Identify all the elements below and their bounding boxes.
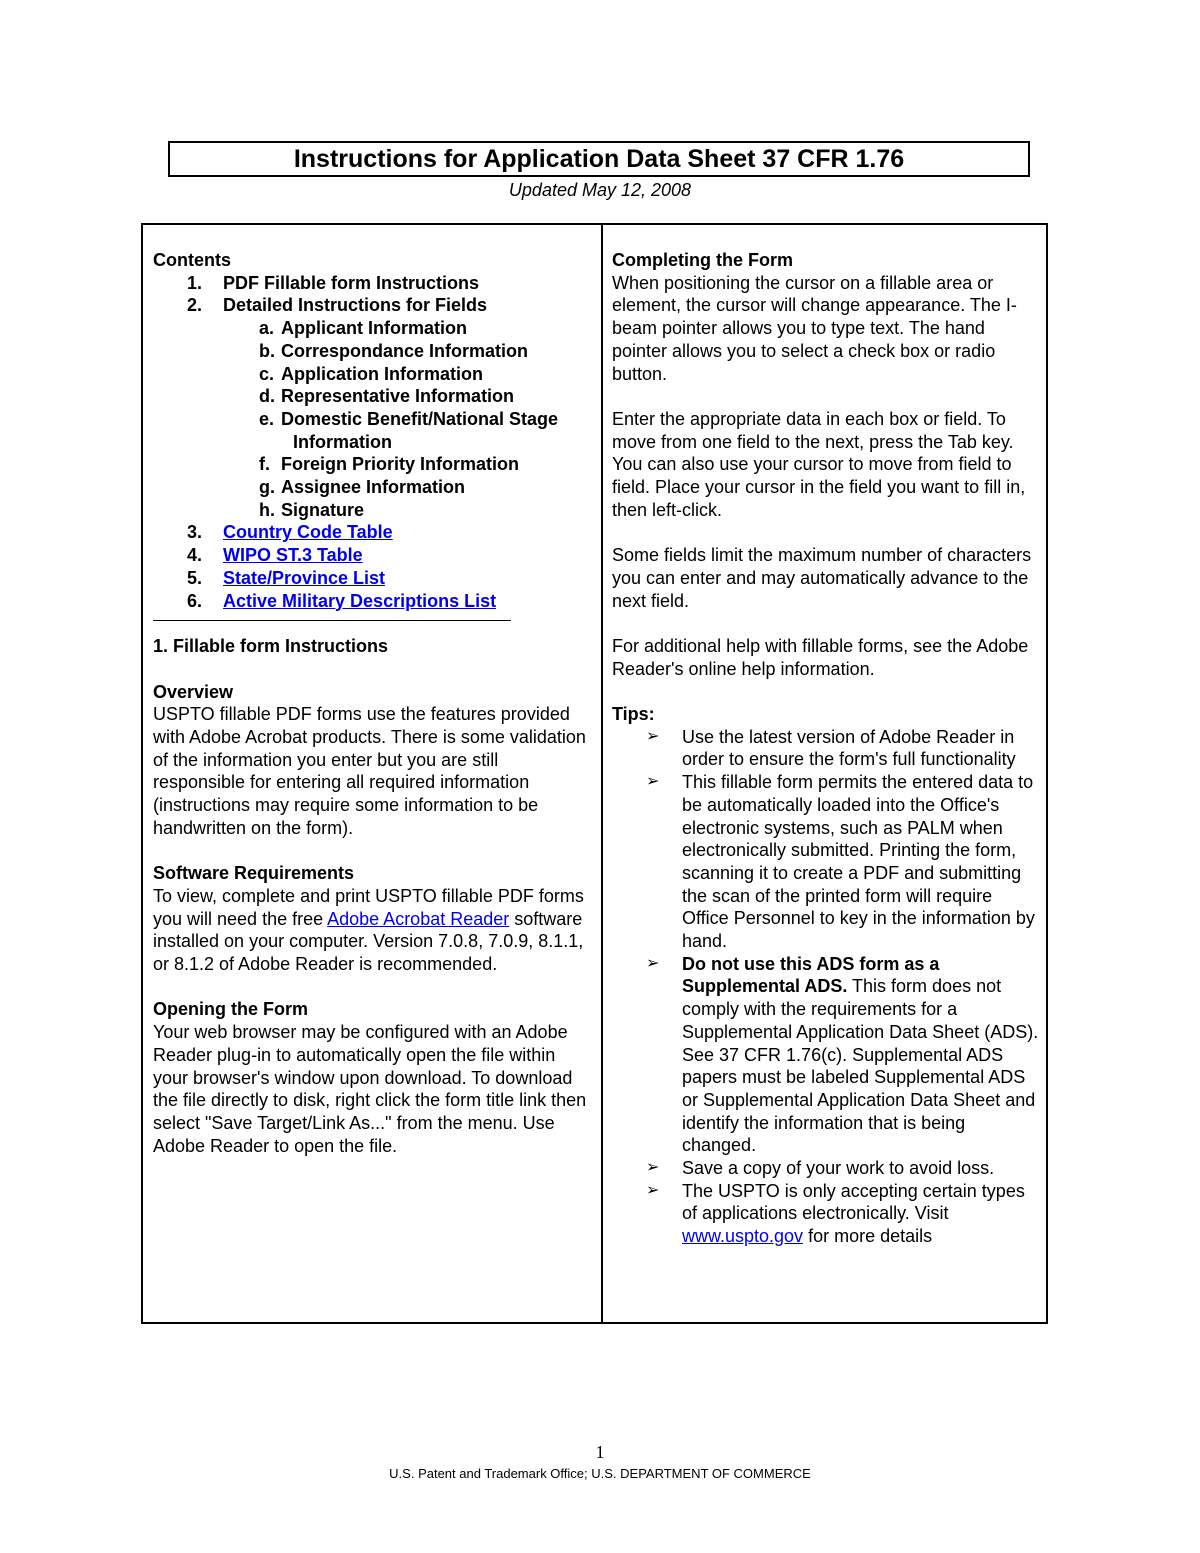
completing-para-3: Some fields limit the maximum number of characters you can enter and may automatically advance to the next field. — [612, 545, 1032, 611]
active-military-descriptions-link[interactable]: Active Military Descriptions List — [223, 590, 497, 611]
wipo-st3-table-link[interactable]: WIPO ST.3 Table — [223, 545, 363, 566]
adobe-acrobat-reader-link[interactable]: Adobe Acrobat Reader — [327, 908, 510, 929]
fillable-section-heading: 1. Fillable form Instructions — [153, 636, 389, 657]
arrow-bullet-icon: ➢ — [646, 773, 660, 791]
toc-link-item: 6. Active Military Descriptions List — [187, 590, 497, 611]
column-divider — [601, 225, 603, 1322]
toc-link-item: 5. State/Province List — [187, 567, 386, 588]
tip-item: ➢ Save a copy of your work to avoid loss. — [646, 1158, 995, 1179]
arrow-bullet-icon: ➢ — [646, 1181, 660, 1199]
updated-date: Updated May 12, 2008 — [508, 180, 692, 200]
contents-heading: Contents — [153, 250, 231, 270]
tip-item: ➢ Do not use this ADS form as a Supplemental ADS. This form does not comply with the requirements for a Supplemental Application Data Sheet (ADS). See 37 CFR 1.76(c). Supplemental ADS papers must be labeled Supplemental ADS or Supplemental Application Data Sheet and identify the information that is being changed. — [646, 953, 1039, 1156]
section-rule — [153, 620, 511, 621]
toc-item: 1. PDF Fillable form Instructions — [187, 272, 480, 293]
tips-heading: Tips: — [612, 704, 655, 724]
tip-item: ➢ Use the latest version of Adobe Reader in order to ensure the form's full functionality — [646, 726, 1016, 770]
toc-subitem: d. Representative Information — [259, 386, 515, 407]
left-column — [153, 249, 593, 1157]
completing-para-1: When positioning the cursor on a fillable area or element, the cursor will change appearance. The I-beam pointer allows you to type text. The hand pointer allows you to select a check box or radio button. — [612, 272, 1017, 384]
toc-subitem: e. Domestic Benefit/National Stage — [259, 408, 559, 429]
opening-form-text: Your web browser may be configured with an Adobe Reader plug-in to automatically open the file within your browser's window upon download. To download the file directly to disk, right click the form title link then select "Save Target/Link As..." from the menu. Use Adobe Reader to open the file. — [153, 1022, 587, 1156]
tips-list — [612, 726, 1042, 1248]
toc-subitem: g. Assignee Information — [259, 477, 466, 498]
overview-text: USPTO fillable PDF forms use the features provided with Adobe Acrobat products. There is some validation of the information you enter but you are still responsible for entering all required information (instructions may require some information to be handwritten on the form). — [153, 704, 586, 838]
right-column — [612, 249, 1042, 1248]
country-code-table-link[interactable]: Country Code Table — [223, 522, 393, 543]
completing-form-heading: Completing the Form — [612, 250, 793, 270]
toc-subitem: h. Signature — [259, 499, 365, 520]
toc-link-item: 3. Country Code Table — [187, 522, 393, 543]
page-number: 1 — [595, 1442, 605, 1462]
instructions-table — [141, 223, 1048, 1324]
arrow-bullet-icon: ➢ — [646, 727, 660, 745]
document-title: Instructions for Application Data Sheet 37 CFR 1.76 — [168, 141, 1030, 177]
toc-subitem: a. Applicant Information — [259, 318, 467, 339]
software-requirements-text: To view, complete and print USPTO fillable PDF forms you will need the free Adobe Acrobat Reader software installed on your computer. Version 7.0.8, 7.0.9, 8.1.1, or 8.1.2 of Adobe Reader is recommended. — [153, 885, 584, 975]
opening-form-heading: Opening the Form — [153, 999, 308, 1020]
state-province-list-link[interactable]: State/Province List — [223, 567, 386, 588]
toc-subitem: c. Application Information — [259, 363, 483, 384]
toc-subitem: f. Foreign Priority Information — [259, 454, 520, 475]
completing-para-4: For additional help with fillable forms, see the Adobe Reader's online help information. — [612, 635, 1029, 679]
completing-para-2: Enter the appropriate data in each box or field. To move from one field to the next, press the Tab key. You can also use your cursor to move from field to field. Place your cursor in the field you want to fill in, then left-click. — [612, 408, 1026, 520]
uspto-website-link[interactable]: www.uspto.gov — [682, 1226, 804, 1247]
arrow-bullet-icon: ➢ — [646, 954, 660, 972]
toc-item: 2. Detailed Instructions for Fields — [187, 295, 488, 316]
toc-subitem-continued: Information — [293, 431, 392, 452]
table-of-contents — [153, 272, 593, 613]
tip-item: ➢ This fillable form permits the entered data to be automatically loaded into the Office's electronic systems, such as PALM when electronically submitted. Printing the form, scanning it to create a PDF and submitting the scan of the printed form will require Office Personnel to key in the information by hand. — [646, 772, 1035, 952]
software-requirements-heading: Software Requirements — [153, 863, 355, 884]
toc-link-item: 4. WIPO ST.3 Table — [187, 545, 363, 566]
arrow-bullet-icon: ➢ — [646, 1159, 660, 1177]
tip-item: ➢ The USPTO is only accepting certain types of applications electronically. Visit www.uspto.gov for more details — [646, 1180, 1025, 1247]
footer-agency: U.S. Patent and Trademark Office; U.S. DEPARTMENT OF COMMERCE — [389, 1466, 811, 1481]
overview-heading: Overview — [153, 681, 234, 702]
toc-subitem: b. Correspondance Information — [259, 340, 529, 361]
